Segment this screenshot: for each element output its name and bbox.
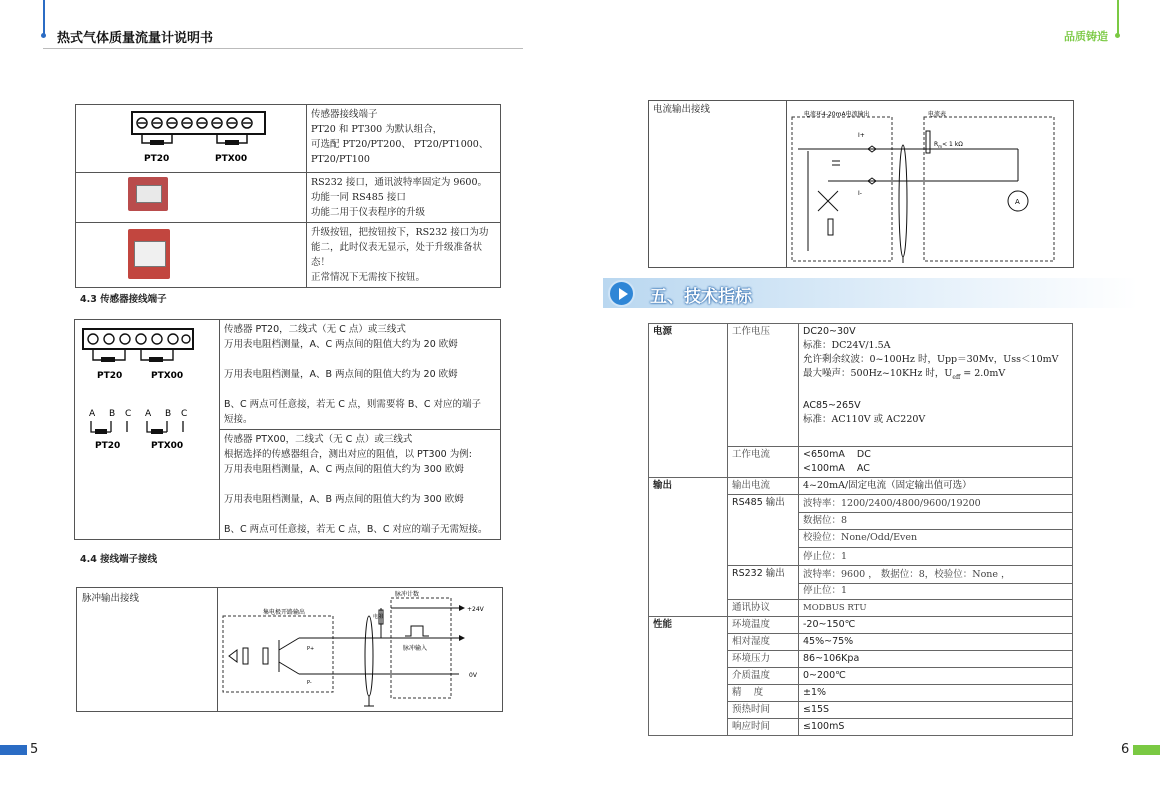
text-line: 能二，此时仪表无显示，处于升级准备状 — [311, 242, 483, 253]
header-left-rule — [43, 0, 45, 36]
spec-label-humidity: 相对湿度 — [728, 634, 799, 651]
sensor-wiring-table — [74, 319, 501, 540]
text-line: 正常情况下无需按下按钮。 — [311, 272, 426, 283]
document-title: 热式气体质量流量计说明书 — [57, 31, 214, 46]
text-span: 最大噪声：500Hz~10KHz 时，U — [803, 368, 953, 379]
diagram-label-24v: +24V — [467, 606, 484, 613]
diagram-label-rm — [934, 141, 963, 149]
terminal-desc-cell — [307, 105, 501, 173]
diagram-label-ammeter: 电流表 — [928, 111, 947, 118]
button-image-cell — [76, 223, 307, 288]
current-output-box — [648, 100, 1074, 268]
section-5-title: 五、技术指标 — [650, 287, 752, 307]
diagram-label-m-sub: m — [938, 144, 943, 149]
pulse-output-label: 脉冲输出接线 — [82, 593, 140, 604]
text-line — [224, 382, 496, 397]
section-4-3-heading: 4.3 传感器接线端子 — [80, 294, 167, 305]
label-c: C — [125, 409, 132, 419]
diagram-label-pminus: P- — [307, 680, 312, 686]
text-line — [224, 477, 496, 492]
text-line — [803, 385, 1068, 399]
spec-value-output-current: 4~20mA/固定电流（固定输出值可选） — [799, 478, 1073, 495]
terminal-table — [75, 104, 501, 288]
spec-label-protocol: 通讯协议 — [728, 600, 799, 617]
diagram-label-pulse-in: 脉冲输入 — [403, 645, 428, 652]
pulse-output-diagram — [219, 588, 501, 711]
label-b: B — [165, 409, 172, 419]
left-page-marker — [0, 745, 27, 755]
pulse-output-box — [76, 587, 503, 712]
rs232-desc-cell — [307, 173, 501, 223]
rs232-connector-photo — [128, 177, 168, 211]
header-right-rule — [1117, 0, 1119, 36]
text-line: 态！ — [311, 257, 331, 268]
diagram-label-counter: 脉冲计数 — [395, 591, 420, 598]
spec-value-response: ≤100mS — [799, 719, 1073, 736]
label-pt20: PT20 — [144, 154, 170, 164]
page-number-left: 5 — [30, 742, 39, 757]
terminal-block-image — [130, 109, 270, 165]
spec-label-rs485: RS485 输出 — [728, 495, 799, 566]
spec-label-rs232: RS232 输出 — [728, 566, 799, 600]
upgrade-button-photo — [128, 229, 170, 279]
diagram-label-a: A — [1015, 198, 1020, 206]
spec-label-work-voltage: 工作电压 — [728, 324, 799, 447]
text-line: 传感器 PT20，二线式（无 C 点）或三线式 — [224, 324, 406, 335]
diagram-label-iplus: I+ — [858, 132, 865, 139]
header-right-dot — [1115, 33, 1120, 38]
spec-label-ambient-temp: 环境温度 — [728, 617, 799, 634]
spec-value-protocol: MODBUS RTU — [799, 600, 1073, 617]
diagram-label-iminus: I- — [858, 190, 862, 197]
current-output-label: 电流输出接线 — [653, 104, 711, 115]
spec-value-ambient-temp: -20~150℃ — [799, 617, 1073, 634]
text-line: 传感器接线端子 — [311, 109, 378, 120]
text-line: 功能一同 RS485 接口 — [311, 192, 406, 203]
spec-value-rs485 — [799, 495, 1073, 566]
text-line: 万用表电阻档测量，A、B 两点间的阻值大约为 300 欧姆 — [224, 494, 464, 505]
text-line: AC85~265V — [803, 399, 861, 411]
right-page-marker — [1133, 745, 1160, 755]
sensor-terminal-image — [81, 326, 201, 456]
header-left-dot — [41, 33, 46, 38]
spec-value-warmup: ≤15S — [799, 702, 1073, 719]
spec-label-pressure: 环境压力 — [728, 651, 799, 668]
text-line: 停止位：1 — [803, 585, 848, 596]
text-span: = 2.0mV — [960, 368, 1006, 379]
spec-label-medium-temp: 介质温度 — [728, 668, 799, 685]
text-line: PT20/PT100 — [311, 154, 370, 165]
play-circle-icon — [608, 280, 635, 307]
spec-value-work-voltage — [799, 324, 1073, 447]
spec-value-work-current — [799, 447, 1073, 478]
diagram-label-pplus: P+ — [307, 646, 315, 652]
pt20-desc-cell — [220, 320, 501, 430]
diagram-label-r-letter: R — [934, 141, 939, 148]
text-line: 校验位：None/Odd/Even — [799, 530, 1072, 548]
terminal-image-cell — [76, 105, 307, 173]
label-pt20: PT20 — [97, 371, 123, 381]
text-line: <100mA AC — [803, 463, 870, 474]
ptx00-desc-cell — [220, 430, 501, 540]
text-sub: eff — [952, 373, 961, 381]
label-pt20: PT20 — [95, 441, 121, 451]
text-line: 万用表电阻档测量，A、C 两点间的阻值大约为 300 欧姆 — [224, 464, 464, 475]
label-a: A — [89, 409, 96, 419]
diagram-label-0v: 0V — [469, 672, 477, 679]
text-line: B、C 两点可任意接，若无 C 点，则需要将 B、C 对应的端子 — [224, 399, 482, 410]
spec-value-medium-temp: 0~200℃ — [799, 668, 1073, 685]
pulse-divider — [217, 588, 218, 711]
spec-category-performance: 性能 — [649, 617, 728, 736]
text-line: DC20~30V — [803, 326, 856, 337]
current-divider — [786, 101, 787, 267]
section-4-4-heading: 4.4 接线端子接线 — [80, 554, 158, 565]
brand-slogan: 品质铸造 — [1064, 30, 1108, 43]
text-line: 功能二用于仪表程序的升级 — [311, 207, 426, 218]
text-line: <650mA DC — [803, 449, 871, 460]
spec-label-response: 响应时间 — [728, 719, 799, 736]
spec-value-pressure: 86~106Kpa — [799, 651, 1073, 668]
text-line: 波特率：9600 ， 数据位：8，校验位：None ， — [799, 567, 1072, 584]
diagram-label-loop: 电流环4-20mA电流输出 — [804, 111, 870, 118]
spec-value-accuracy: ±1% — [799, 685, 1073, 702]
text-line: 传感器 PTX00，二线式（无 C 点）或三线式 — [224, 434, 413, 445]
text-line: 允许剩余纹波：0~100Hz 时，Upp＝30Mv，Uss＜10mV — [803, 354, 1059, 365]
spec-label-work-current: 工作电流 — [728, 447, 799, 478]
text-line: PT20 和 PT300 为默认组合， — [311, 124, 443, 135]
text-line: 可选配 PT20/PT200、 PT20/PT1000、 — [311, 139, 489, 150]
spec-table — [648, 323, 1073, 736]
text-line: 标准：AC110V 或 AC220V — [803, 413, 926, 425]
spec-label-accuracy: 精 度 — [728, 685, 799, 702]
diagram-label-oc: 集电极开路输出 — [263, 609, 306, 616]
spec-label-warmup: 预热时间 — [728, 702, 799, 719]
text-line — [803, 367, 1068, 385]
spec-value-humidity: 45%~75% — [799, 634, 1073, 651]
spec-label-output-current: 输出电流 — [728, 478, 799, 495]
diagram-label-r: 电阻 — [373, 614, 384, 620]
spec-category-output: 输出 — [649, 478, 728, 617]
header-left-underline — [43, 48, 523, 49]
text-line: 万用表电阻档测量，A、C 两点间的阻值大约为 20 欧姆 — [224, 339, 458, 350]
spec-category-power: 电源 — [649, 324, 728, 478]
sensor-image-cell — [75, 320, 220, 540]
label-ptx00: PTX00 — [151, 441, 184, 451]
diagram-label-lt1k: < 1 kΩ — [942, 141, 963, 148]
button-desc-cell — [307, 223, 501, 288]
spec-value-rs232 — [799, 566, 1073, 600]
text-line: RS232 接口，通讯波特率固定为 9600。 — [311, 177, 488, 188]
text-line: 根据选择的传感器组合，测出对应的阻值，以 PT300 为例: — [224, 449, 472, 460]
label-a: A — [145, 409, 152, 419]
label-c: C — [181, 409, 188, 419]
label-b: B — [109, 409, 116, 419]
text-line: 升级按钮，把按钮按下，RS232 接口为功 — [311, 227, 489, 238]
text-line: 短接。 — [224, 414, 253, 425]
text-line: 停止位：1 — [803, 551, 848, 562]
label-ptx00: PTX00 — [151, 371, 184, 381]
text-line: 数据位：8 — [799, 513, 1072, 530]
text-line: B、C 两点可任意接，若无 C 点，B、C 对应的端子无需短接。 — [224, 524, 488, 535]
text-line — [224, 352, 496, 367]
text-line: 万用表电阻档测量，A、B 两点间的阻值大约为 20 欧姆 — [224, 369, 458, 380]
label-ptx00: PTX00 — [215, 154, 248, 164]
text-line — [224, 507, 496, 522]
current-output-diagram — [788, 101, 1072, 267]
text-line: 标准：DC24V/1.5A — [803, 340, 891, 351]
rs232-image-cell — [76, 173, 307, 223]
page-number-right: 6 — [1121, 742, 1130, 757]
text-line: 波特率：1200/2400/4800/9600/19200 — [799, 496, 1072, 513]
